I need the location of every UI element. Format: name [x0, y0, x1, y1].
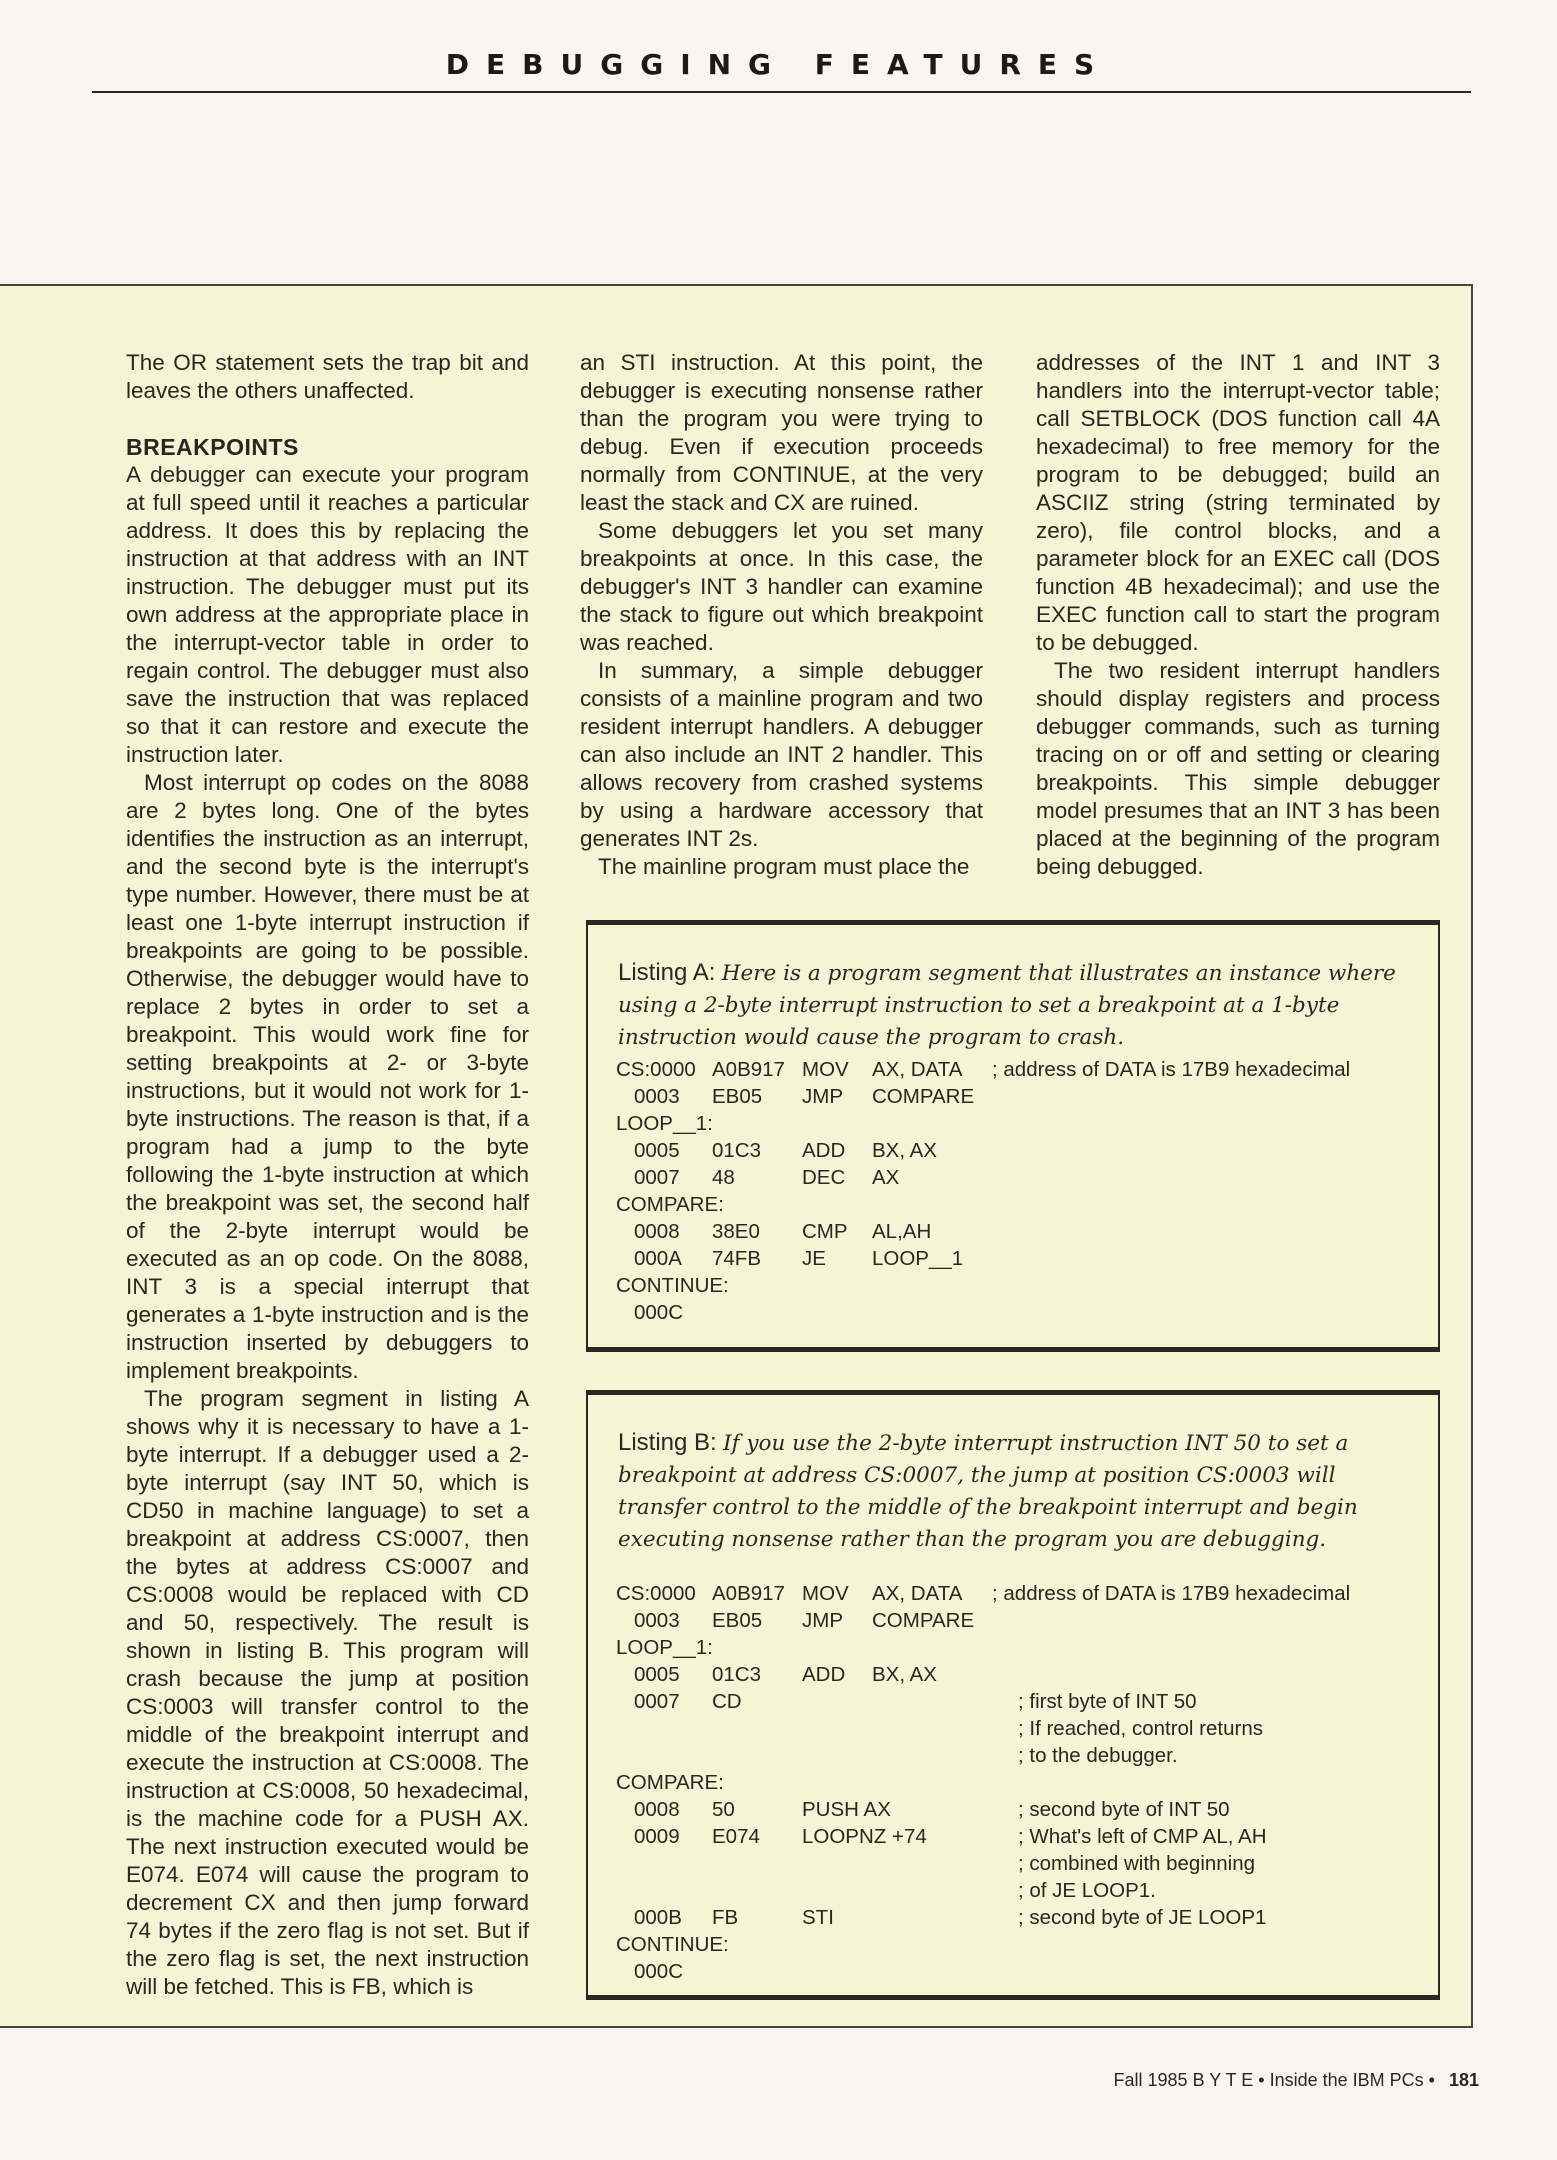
code-addr: LOOP__1: [616, 1636, 713, 1659]
code-op: ADD [802, 1139, 846, 1162]
column-3 [1036, 349, 1440, 881]
code-op: ADD [802, 1663, 846, 1686]
listing-a-label: Listing A: [618, 959, 716, 986]
code-arg: AX [872, 1166, 900, 1189]
code-arg: LOOP__1 [872, 1247, 964, 1270]
code-arg: BX, AX [872, 1663, 937, 1686]
page-number: 181 [1448, 2070, 1479, 2090]
header-rule [92, 91, 1471, 93]
code-comment: ; second byte of INT 50 [1018, 1798, 1230, 1821]
column-1 [126, 349, 529, 2001]
code-addr: 0008 [634, 1220, 680, 1243]
code-op: JMP [802, 1609, 843, 1632]
listing-b-label: Listing B: [618, 1429, 717, 1456]
code-addr: CONTINUE: [616, 1933, 729, 1956]
running-header: DEBUGGING FEATURES [445, 48, 1112, 81]
paragraph: A debugger can execute your program at full speed until it reaches a particular address. It does this by replacing the instruction at that address with an INT instruction. The debugger must put its own address at the appropriate place in the interrupt-vector table in order to regain control. The debugger must also save the instruction that was replaced so that it can restore and execute the instruction later. [126, 462, 529, 767]
paragraph: Most interrupt op codes on the 8088 are 2 bytes long. One of the bytes identifies the instruction as an interrupt, and the second byte is the interrupt's type number. However, there must be at least one 1-byte interrupt instruction if breakpoints are going to be possible. Otherwise, the debugger would have to replace 2 bytes in order to set a breakpoint. This would work fine for setting breakpoints at 2- or 3-byte instructions, but it would not work for 1-byte instructions. The reason is that, if a program had a jump to the byte following the 1-byte instruction at which the breakpoint was set, the second half of the 2-byte interrupt would be executed as an op code. On the 8088, INT 3 is a special interrupt that generates a 1-byte instruction and is the instruction inserted by debuggers to implement breakpoints. [126, 770, 529, 1383]
code-op: JE [802, 1247, 826, 1270]
code-addr: 000C [634, 1960, 684, 1983]
code-addr: 0007 [634, 1166, 680, 1189]
code-comment: ; If reached, control returns [1018, 1717, 1263, 1740]
code-code: A0B917 [712, 1058, 785, 1081]
listing-b-caption [618, 1427, 1398, 1555]
code-op: DEC [802, 1166, 846, 1189]
page-footer [1114, 2070, 1479, 2091]
code-op: CMP [802, 1220, 848, 1243]
code-op: STI [802, 1906, 834, 1929]
code-comment: ; address of DATA is 17B9 hexadecimal [992, 1058, 1351, 1081]
code-arg: COMPARE [872, 1085, 975, 1108]
code-code: 38E0 [712, 1220, 760, 1243]
code-addr: CS:0000 [616, 1058, 696, 1081]
code-arg: BX, AX [872, 1139, 937, 1162]
code-comment: ; What's left of CMP AL, AH [1018, 1825, 1267, 1848]
code-code: 01C3 [712, 1663, 762, 1686]
code-addr: CS:0000 [616, 1582, 696, 1605]
code-addr: 0008 [634, 1798, 680, 1821]
code-op: JMP [802, 1085, 843, 1108]
code-code: 01C3 [712, 1139, 762, 1162]
code-addr: 0003 [634, 1609, 680, 1632]
listing-a-caption [618, 957, 1398, 1053]
code-comment: ; of JE LOOP1. [1018, 1879, 1156, 1902]
code-addr: 0005 [634, 1139, 680, 1162]
listing-b-box [586, 1390, 1440, 2000]
paragraph: The program segment in listing A shows why it is necessary to have a 1-byte interrupt. If a debugger used a 2-byte interrupt (say INT 50, which is CD50 in machine language) to set a breakpoint at address CS:0007, then the bytes at address CS:0007 and CS:0008 would be replaced with CD and 50, respectively. The result is shown in listing B. This program will crash because the jump at position CS:0003 will transfer control to the middle of the breakpoint interrupt and execute the instruction at CS:0008. The instruction at CS:0008, 50 hexadecimal, is the machine code for a PUSH AX. The next instruction executed would be E074. E074 will cause the program to decrement CX and then jump forward 74 bytes if the zero flag is not set. But if the zero flag is set, the next instruction will be fetched. This is FB, which is [126, 1386, 529, 1999]
listing-b-caption-text: If you use the 2-byte interrupt instruction INT 50 to set a breakpoint at address CS:0007, the jump at position CS:0003 will transfer control to the middle of the breakpoint interrupt and begin executing nonsense rather than the program you are debugging. [618, 1431, 1358, 1552]
paragraph: an STI instruction. At this point, the debugger is executing nonsense rather than the program you were trying to debug. Even if execution proceeds normally from CONTINUE, at the very least the stack and CX are ruined. [580, 350, 983, 515]
code-addr: 0007 [634, 1690, 680, 1713]
code-addr: 0005 [634, 1663, 680, 1686]
code-code: EB05 [712, 1085, 763, 1108]
code-addr: LOOP__1: [616, 1112, 713, 1135]
code-comment: ; first byte of INT 50 [1018, 1690, 1197, 1713]
code-code: EB05 [712, 1609, 763, 1632]
code-op: PUSH AX [802, 1798, 891, 1821]
code-op: LOOPNZ +74 [802, 1825, 927, 1848]
listing-a-caption-text: Here is a program segment that illustrates an instance where using a 2-byte interrupt instruction to set a breakpoint at a 1-byte instruction would cause the program to crash. [618, 961, 1396, 1050]
code-code: 50 [712, 1798, 735, 1821]
code-comment: ; to the debugger. [1018, 1744, 1178, 1767]
code-addr: 000A [634, 1247, 682, 1270]
column-2 [580, 349, 983, 881]
code-addr: COMPARE: [616, 1193, 724, 1216]
code-addr: 000C [634, 1301, 684, 1324]
section-heading-breakpoints: BREAKPOINTS [126, 434, 299, 460]
code-code: E074 [712, 1825, 760, 1848]
code-code: A0B917 [712, 1582, 785, 1605]
code-op: MOV [802, 1058, 849, 1081]
code-comment: ; combined with beginning [1018, 1852, 1256, 1875]
code-arg: AL,AH [872, 1220, 932, 1243]
code-code: FB [712, 1906, 739, 1929]
code-comment: ; address of DATA is 17B9 hexadecimal [992, 1582, 1351, 1605]
code-arg: AX, DATA [872, 1582, 963, 1605]
code-addr: 0009 [634, 1825, 680, 1848]
code-code: 48 [712, 1166, 735, 1189]
paragraph: In summary, a simple debugger consists of a mainline program and two resident interrupt handlers. A debugger can also include an INT 2 handler. This allows recovery from crashed systems by using a hardware accessory that generates INT 2s. [580, 658, 983, 851]
code-addr: 000B [634, 1906, 682, 1929]
footer-text: Fall 1985 B Y T E • Inside the IBM PCs • [1113, 2070, 1435, 2090]
code-code: CD [712, 1690, 742, 1713]
code-code: 74FB [712, 1247, 761, 1270]
code-addr: COMPARE: [616, 1771, 724, 1794]
paragraph: Some debuggers let you set many breakpoints at once. In this case, the debugger's INT 3 handler can examine the stack to figure out which breakpoint was reached. [580, 518, 983, 655]
listing-a-box [586, 920, 1440, 1352]
code-op: MOV [802, 1582, 849, 1605]
paragraph: The mainline program must place the [598, 854, 970, 879]
paragraph: The OR statement sets the trap bit and leaves the others unaffected. [126, 350, 529, 403]
code-comment: ; second byte of JE LOOP1 [1018, 1906, 1267, 1929]
paragraph: The two resident interrupt handlers should display registers and process debugger commands, such as turning tracing on or off and setting or clearing breakpoints. This simple debugger model presumes that an INT 3 has been placed at the beginning of the program being debugged. [1036, 658, 1440, 879]
code-arg: COMPARE [872, 1609, 975, 1632]
paragraph: addresses of the INT 1 and INT 3 handlers into the interrupt-vector table; call SETBLOCK (DOS function call 4A hexadecimal) to free memory for the program to be debugged; build an ASCIIZ string (string terminated by zero), file control blocks, and a parameter block for an EXEC call (DOS function 4B hexadecimal); and use the EXEC function call to start the program to be debugged. [1036, 350, 1440, 655]
code-arg: AX, DATA [872, 1058, 963, 1081]
code-addr: 0003 [634, 1085, 680, 1108]
code-addr: CONTINUE: [616, 1274, 729, 1297]
